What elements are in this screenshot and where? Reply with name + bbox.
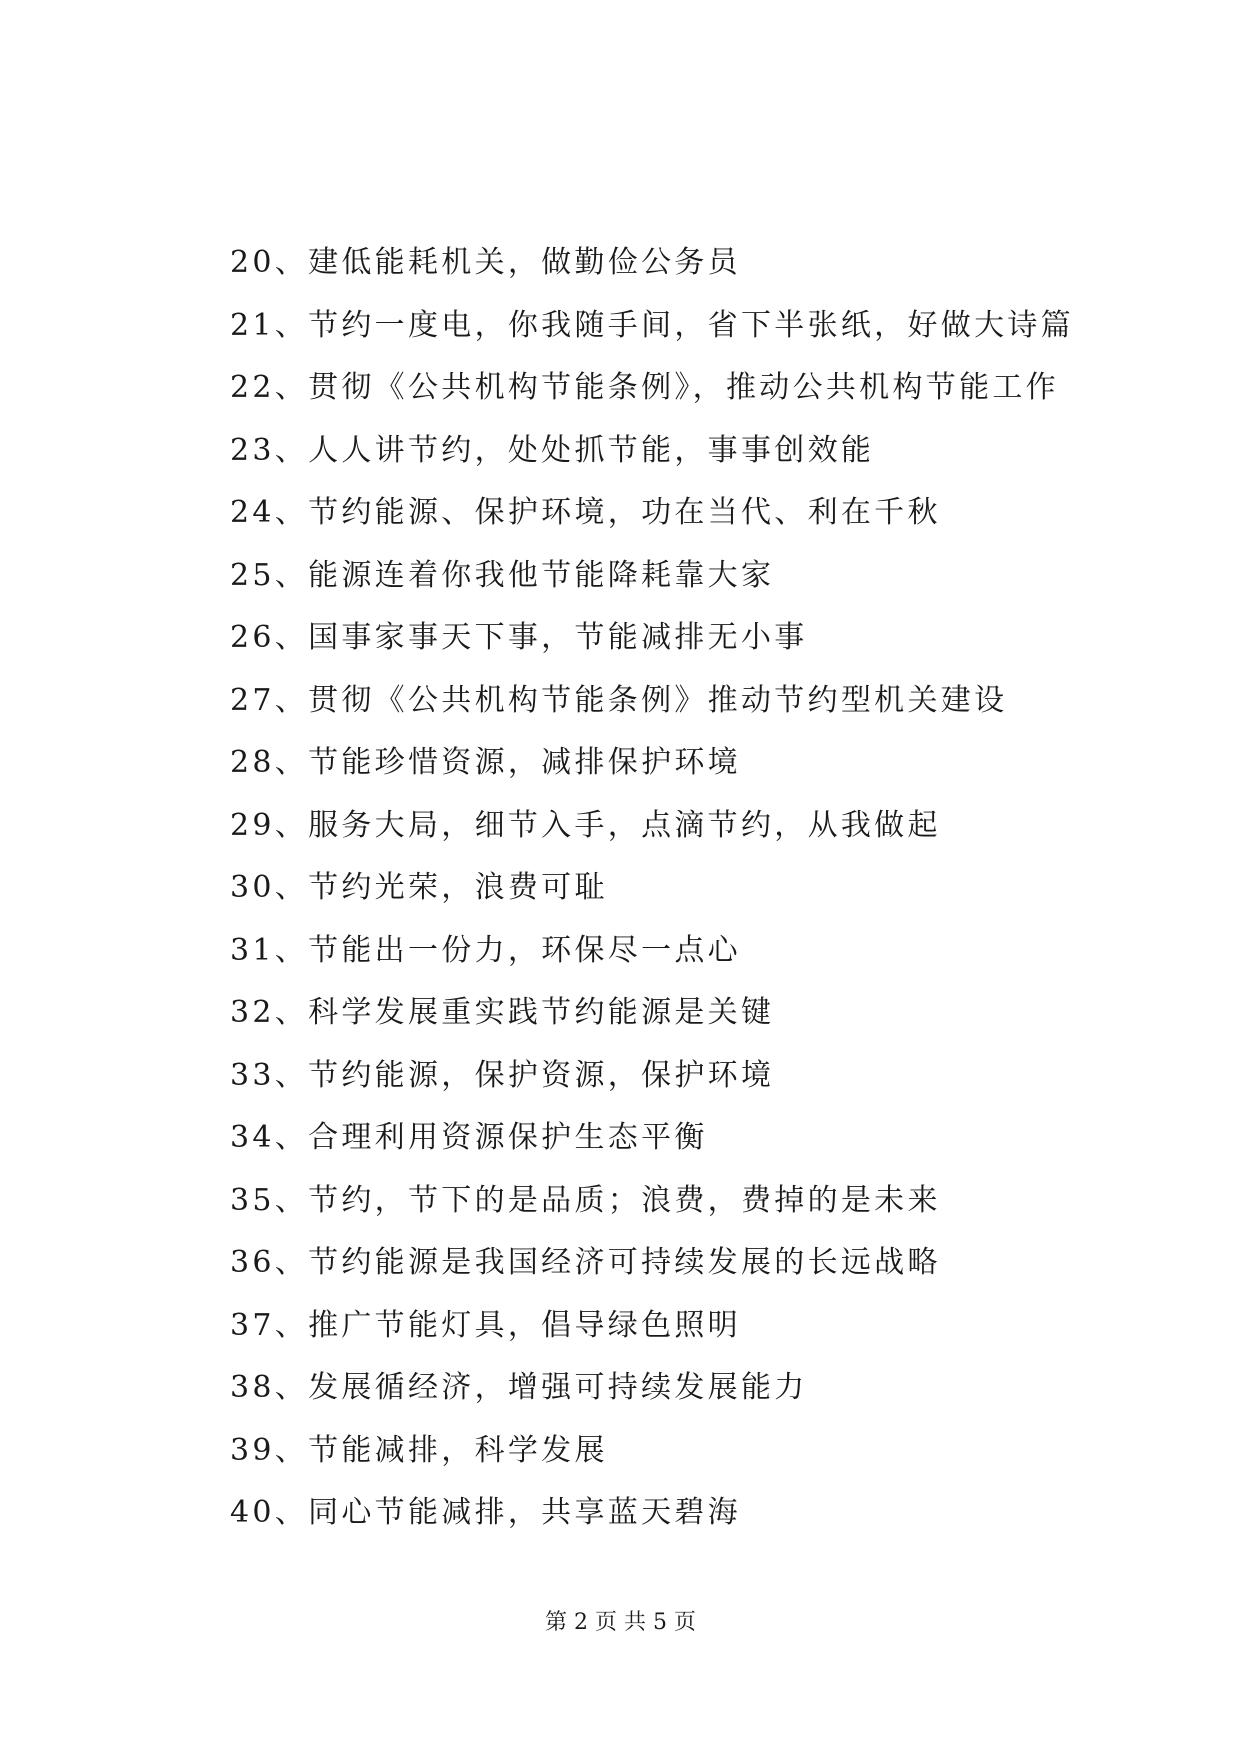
item-text: 、节约，节下的是品质；浪费，费掉的是未来 [274, 1182, 941, 1218]
item-text: 、合理利用资源保护生态平衡 [274, 1120, 708, 1155]
list-item [230, 1107, 1074, 1170]
item-number: 30 [230, 870, 275, 905]
item-text: 、发展循经济，增强可持续发展能力 [274, 1370, 808, 1405]
item-number: 24 [230, 495, 275, 530]
item-number: 28 [230, 745, 275, 780]
page-footer [0, 1608, 1241, 1638]
list-item [230, 857, 1074, 920]
list-item [230, 1170, 1074, 1233]
item-number: 38 [230, 1370, 275, 1405]
item-number: 23 [230, 432, 275, 468]
item-number: 34 [230, 1120, 275, 1155]
list-item [230, 732, 1074, 795]
list-item [230, 545, 1074, 608]
page-number-text: 第 2 页 共 5 页 [545, 1610, 696, 1635]
item-number: 21 [230, 307, 275, 343]
list-item [230, 232, 1074, 295]
item-text: 、节约能源是我国经济可持续发展的长远战略 [274, 1245, 941, 1280]
item-number: 22 [230, 370, 275, 405]
list-item [230, 420, 1074, 483]
item-text: 、节能出一份力，环保尽一点心 [274, 932, 741, 968]
list-item [230, 1420, 1074, 1483]
list-item [230, 1232, 1074, 1295]
item-number: 32 [230, 995, 275, 1030]
item-text: 、节约一度电，你我随手间，省下半张纸，好做大诗篇 [274, 307, 1074, 343]
item-text: 、贯彻《公共机构节能条例》推动节约型机关建设 [274, 682, 1008, 718]
item-number: 37 [230, 1307, 275, 1343]
item-text: 、科学发展重实践节约能源是关键 [274, 995, 775, 1030]
list-item [230, 1295, 1074, 1358]
list-item [230, 982, 1074, 1045]
item-text: 、国事家事天下事，节能减排无小事 [274, 620, 808, 655]
item-text: 、贯彻《公共机构节能条例》，推动公共机构节能工作 [274, 370, 1059, 405]
item-number: 25 [230, 557, 275, 593]
list-item [230, 357, 1074, 420]
item-number: 31 [230, 932, 275, 968]
item-number: 39 [230, 1432, 275, 1468]
item-text: 、推广节能灯具，倡导绿色照明 [274, 1307, 741, 1343]
item-number: 40 [230, 1495, 275, 1530]
list-item [230, 795, 1074, 858]
slogan-list [230, 232, 1074, 1545]
item-text: 、服务大局，细节入手，点滴节约，从我做起 [274, 807, 941, 843]
list-item [230, 607, 1074, 670]
item-number: 33 [230, 1057, 275, 1093]
list-item [230, 1045, 1074, 1108]
item-text: 、同心节能减排，共享蓝天碧海 [274, 1495, 741, 1530]
item-text: 、能源连着你我他节能降耗靠大家 [274, 557, 775, 593]
item-text: 、节约能源，保护资源，保护环境 [274, 1057, 775, 1093]
item-number: 35 [230, 1182, 275, 1218]
item-text: 、建低能耗机关，做勤俭公务员 [274, 245, 741, 280]
item-text: 、人人讲节约，处处抓节能，事事创效能 [274, 432, 875, 468]
item-number: 36 [230, 1245, 275, 1280]
item-number: 20 [230, 245, 275, 280]
list-item [230, 670, 1074, 733]
item-number: 29 [230, 807, 275, 843]
item-text: 、节能珍惜资源，减排保护环境 [274, 745, 741, 780]
list-item [230, 1482, 1074, 1545]
item-number: 26 [230, 620, 275, 655]
item-text: 、节约能源、保护环境，功在当代、利在千秋 [274, 495, 941, 530]
list-item [230, 295, 1074, 358]
list-item [230, 920, 1074, 983]
list-item [230, 1357, 1074, 1420]
item-text: 、节约光荣，浪费可耻 [274, 870, 608, 905]
list-item [230, 482, 1074, 545]
item-number: 27 [230, 682, 275, 718]
item-text: 、节能减排，科学发展 [274, 1432, 608, 1468]
